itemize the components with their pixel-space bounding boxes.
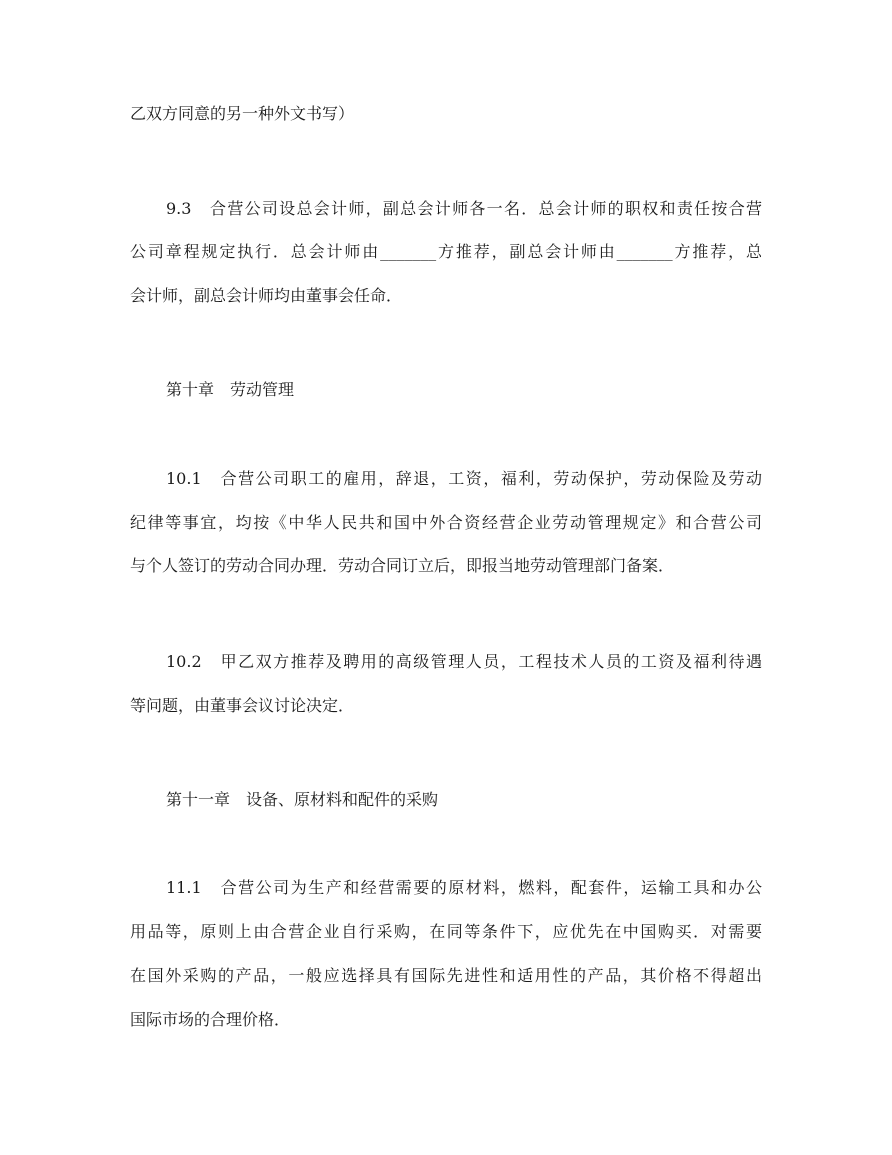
clause-11-1-line-4: 国际市场的合理价格． bbox=[130, 1010, 291, 1029]
clause-10-1-line-3: 与个人签订的劳动合同办理．劳动合同订立后，即报当地劳动管理部门备案． bbox=[130, 556, 675, 575]
clause-10-2-line-2: 等问题，由董事会议讨论决定． bbox=[130, 696, 355, 715]
text-line: 乙双方同意的另一种外文书写） bbox=[130, 104, 355, 123]
clause-10-1-line-2: 纪律等事宜，均按《中华人民共和国中外合资经营企业劳动管理规定》和合营公司 bbox=[130, 513, 762, 532]
chapter-11-heading: 第十一章 设备、原材料和配件的采购 bbox=[166, 790, 439, 809]
clause-11-1-line-1: 11.1 合营公司为生产和经营需要的原材料，燃料，配套件，运输工具和办公 bbox=[166, 878, 762, 897]
clause-9-3-line-2: 公司章程规定执行．总会计师由_______方推荐，副总会计师由_______方推荐，总 bbox=[130, 242, 762, 261]
clause-10-2-line-1: 10.2 甲乙双方推荐及聘用的高级管理人员，工程技术人员的工资及福利待遇 bbox=[166, 652, 762, 671]
clause-9-3-line-3: 会计师，副总会计师均由董事会任命． bbox=[130, 286, 403, 305]
chapter-10-heading: 第十章 劳动管理 bbox=[166, 380, 295, 399]
clause-11-1-line-2: 用品等，原则上由合营企业自行采购，在同等条件下，应优先在中国购买．对需要 bbox=[130, 922, 762, 941]
clause-9-3-line-1: 9.3 合营公司设总会计师，副总会计师各一名．总会计师的职权和责任按合营 bbox=[166, 199, 762, 218]
clause-10-1-line-1: 10.1 合营公司职工的雇用，辞退，工资，福利，劳动保护，劳动保险及劳动 bbox=[166, 469, 762, 488]
clause-11-1-line-3: 在国外采购的产品，一般应选择具有国际先进性和适用性的产品，其价格不得超出 bbox=[130, 966, 762, 985]
